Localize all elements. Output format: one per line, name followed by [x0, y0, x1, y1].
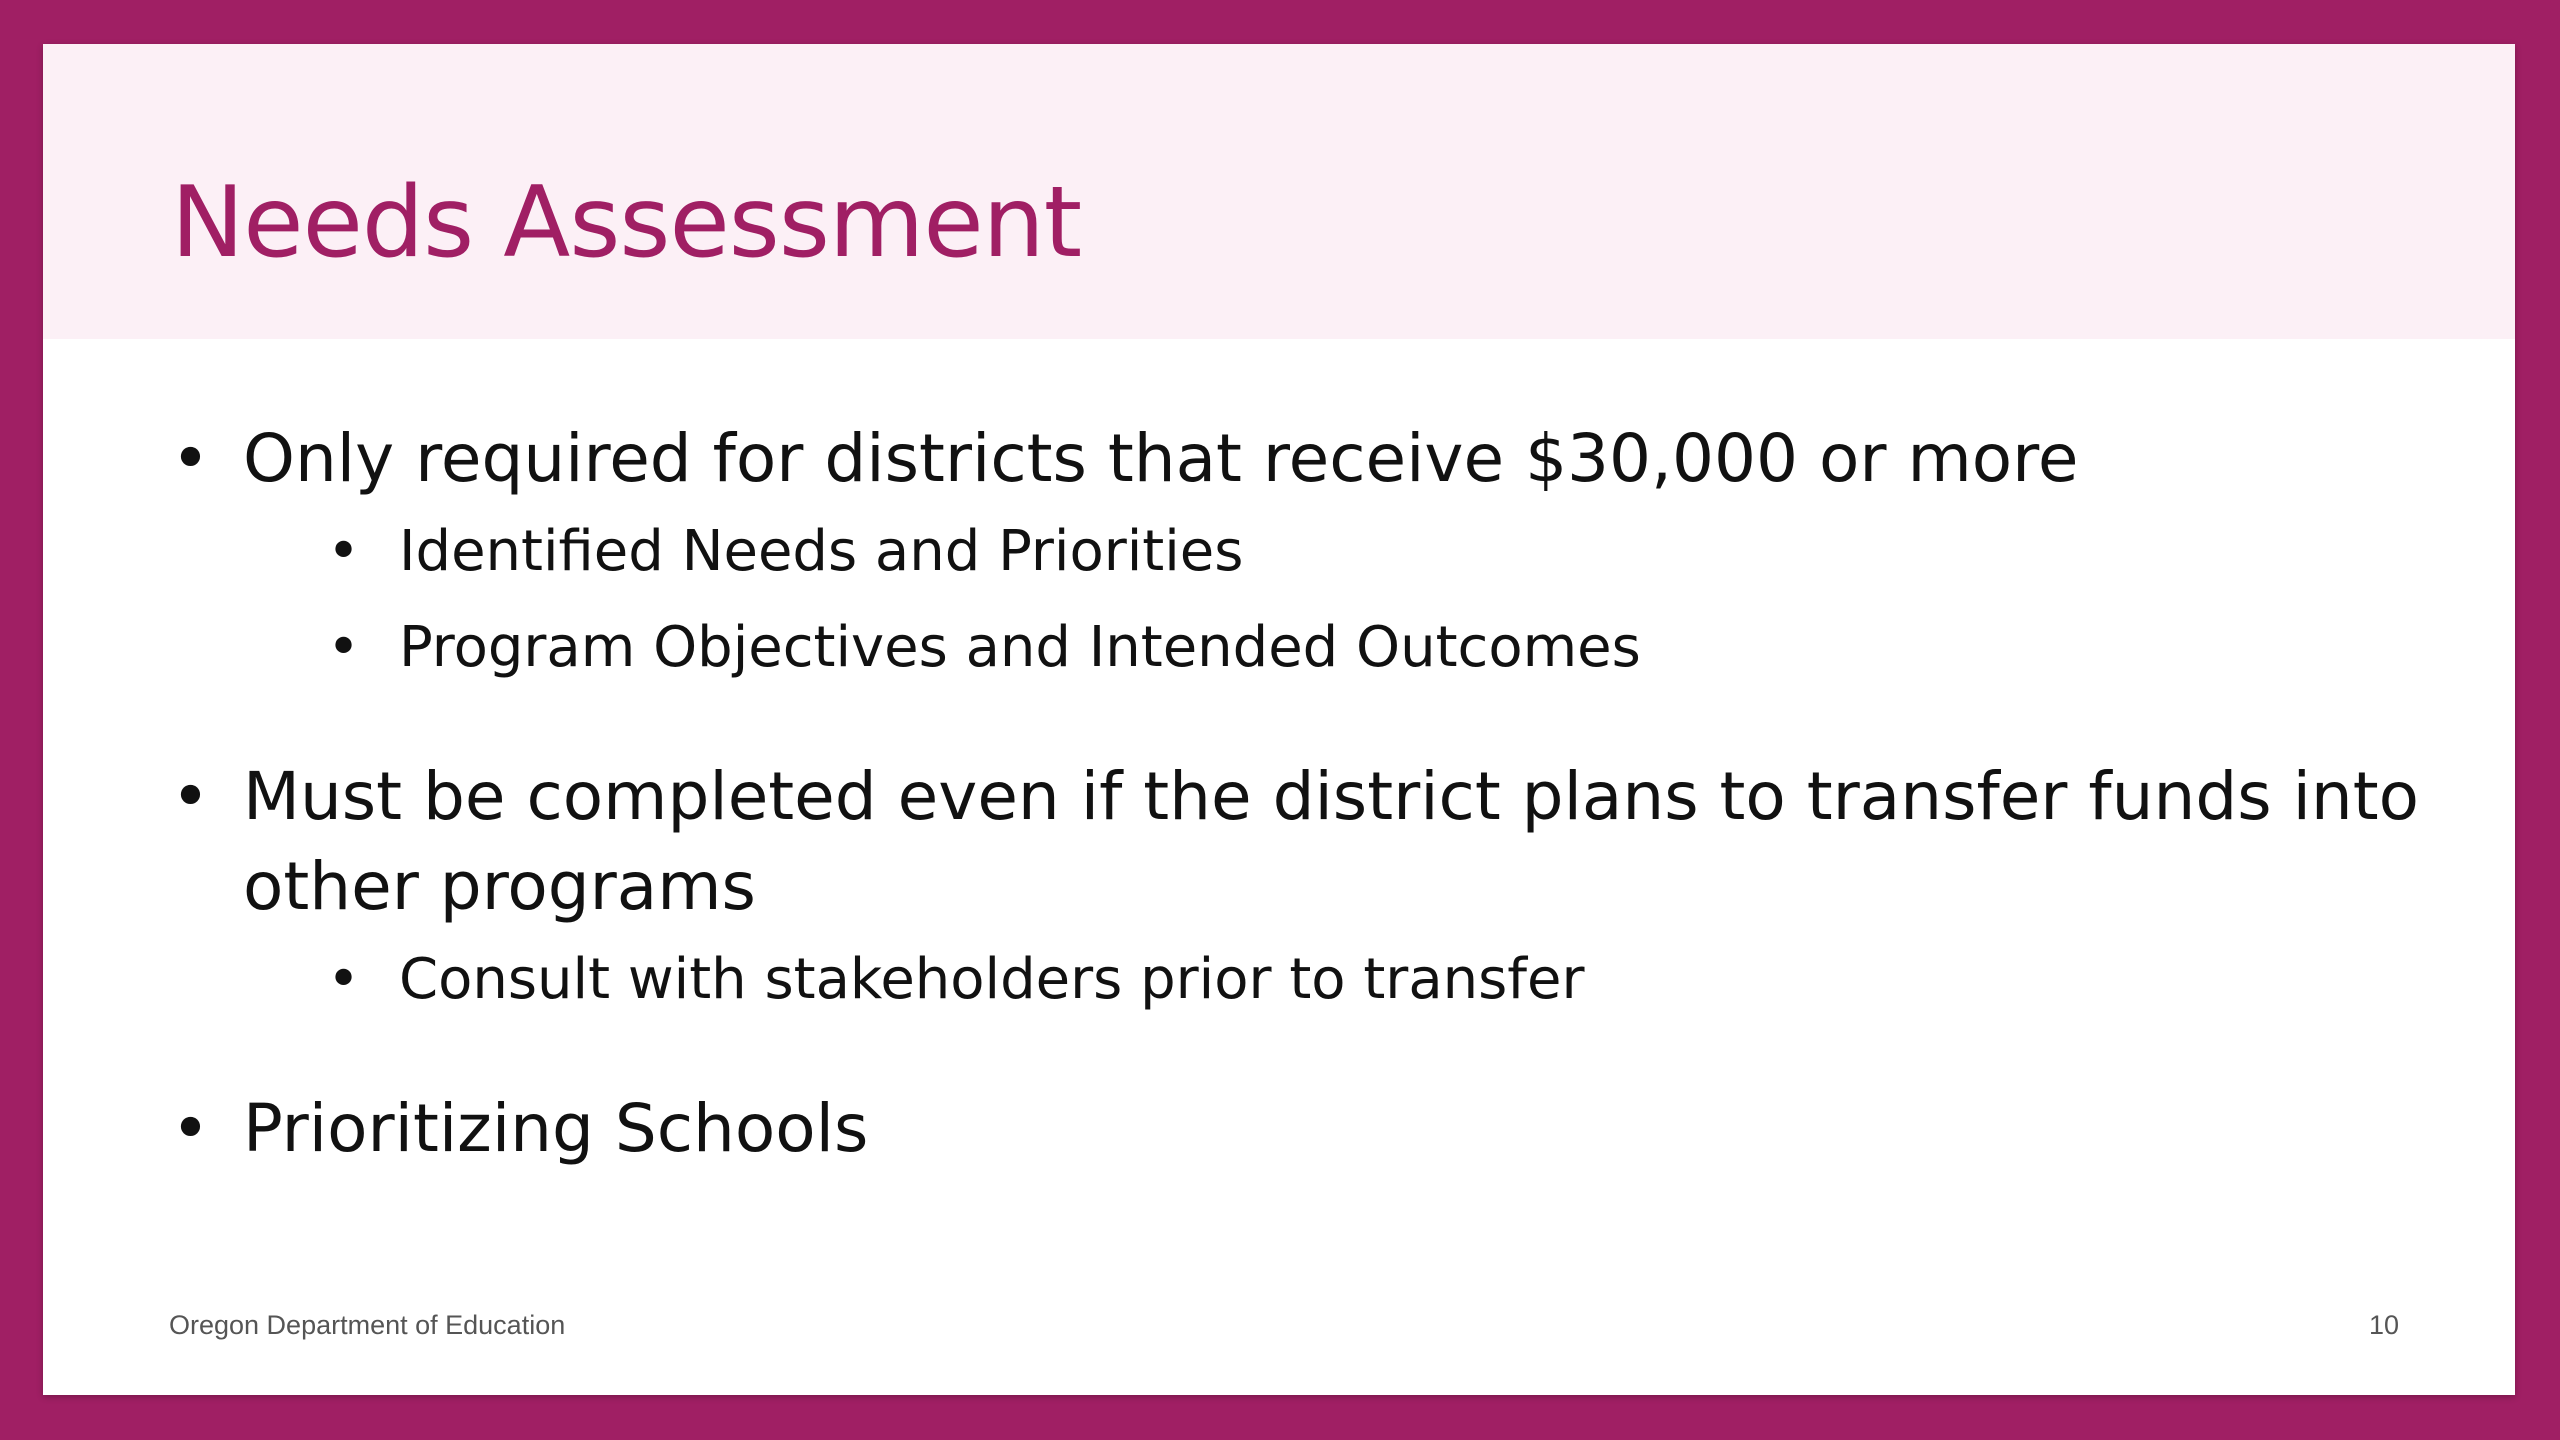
sub-bullet-text: Consult with stakeholders prior to transfer: [399, 947, 1585, 1012]
sub-bullet-dot: •: [327, 947, 361, 1012]
sub-bullet-item: [171, 504, 2421, 600]
slide-body: [171, 414, 2421, 1174]
bullet-text: Prioritizing Schools: [243, 1090, 869, 1167]
sub-bullet-text: Program Objectives and Intended Outcomes: [399, 615, 1641, 680]
page-number: 10: [2368, 1310, 2399, 1340]
bullet-item: [171, 752, 2421, 932]
spacer: [171, 1028, 2421, 1084]
bullet-dot: •: [171, 758, 210, 835]
sub-bullet-item: [171, 932, 2421, 1028]
spacer: [171, 696, 2421, 752]
bullet-dot: •: [171, 1090, 210, 1167]
bullet-item: [171, 1084, 2421, 1174]
bullet-dot: •: [171, 420, 210, 497]
footer-text: Oregon Department of Education: [169, 1310, 566, 1340]
bullet-text: Must be completed even if the district plans to transfer funds into other programs: [243, 758, 2420, 925]
bullet-item: [171, 414, 2421, 504]
slide: [43, 44, 2515, 1395]
sub-bullet-dot: •: [327, 519, 361, 584]
sub-bullet-item: [171, 600, 2421, 696]
sub-bullet-dot: •: [327, 615, 361, 680]
slide-title: Needs Assessment: [171, 166, 1082, 280]
title-band: [43, 44, 2515, 339]
sub-bullet-text: Identified Needs and Priorities: [399, 519, 1244, 584]
bullet-text: Only required for districts that receive $30,000 or more: [243, 420, 2079, 497]
